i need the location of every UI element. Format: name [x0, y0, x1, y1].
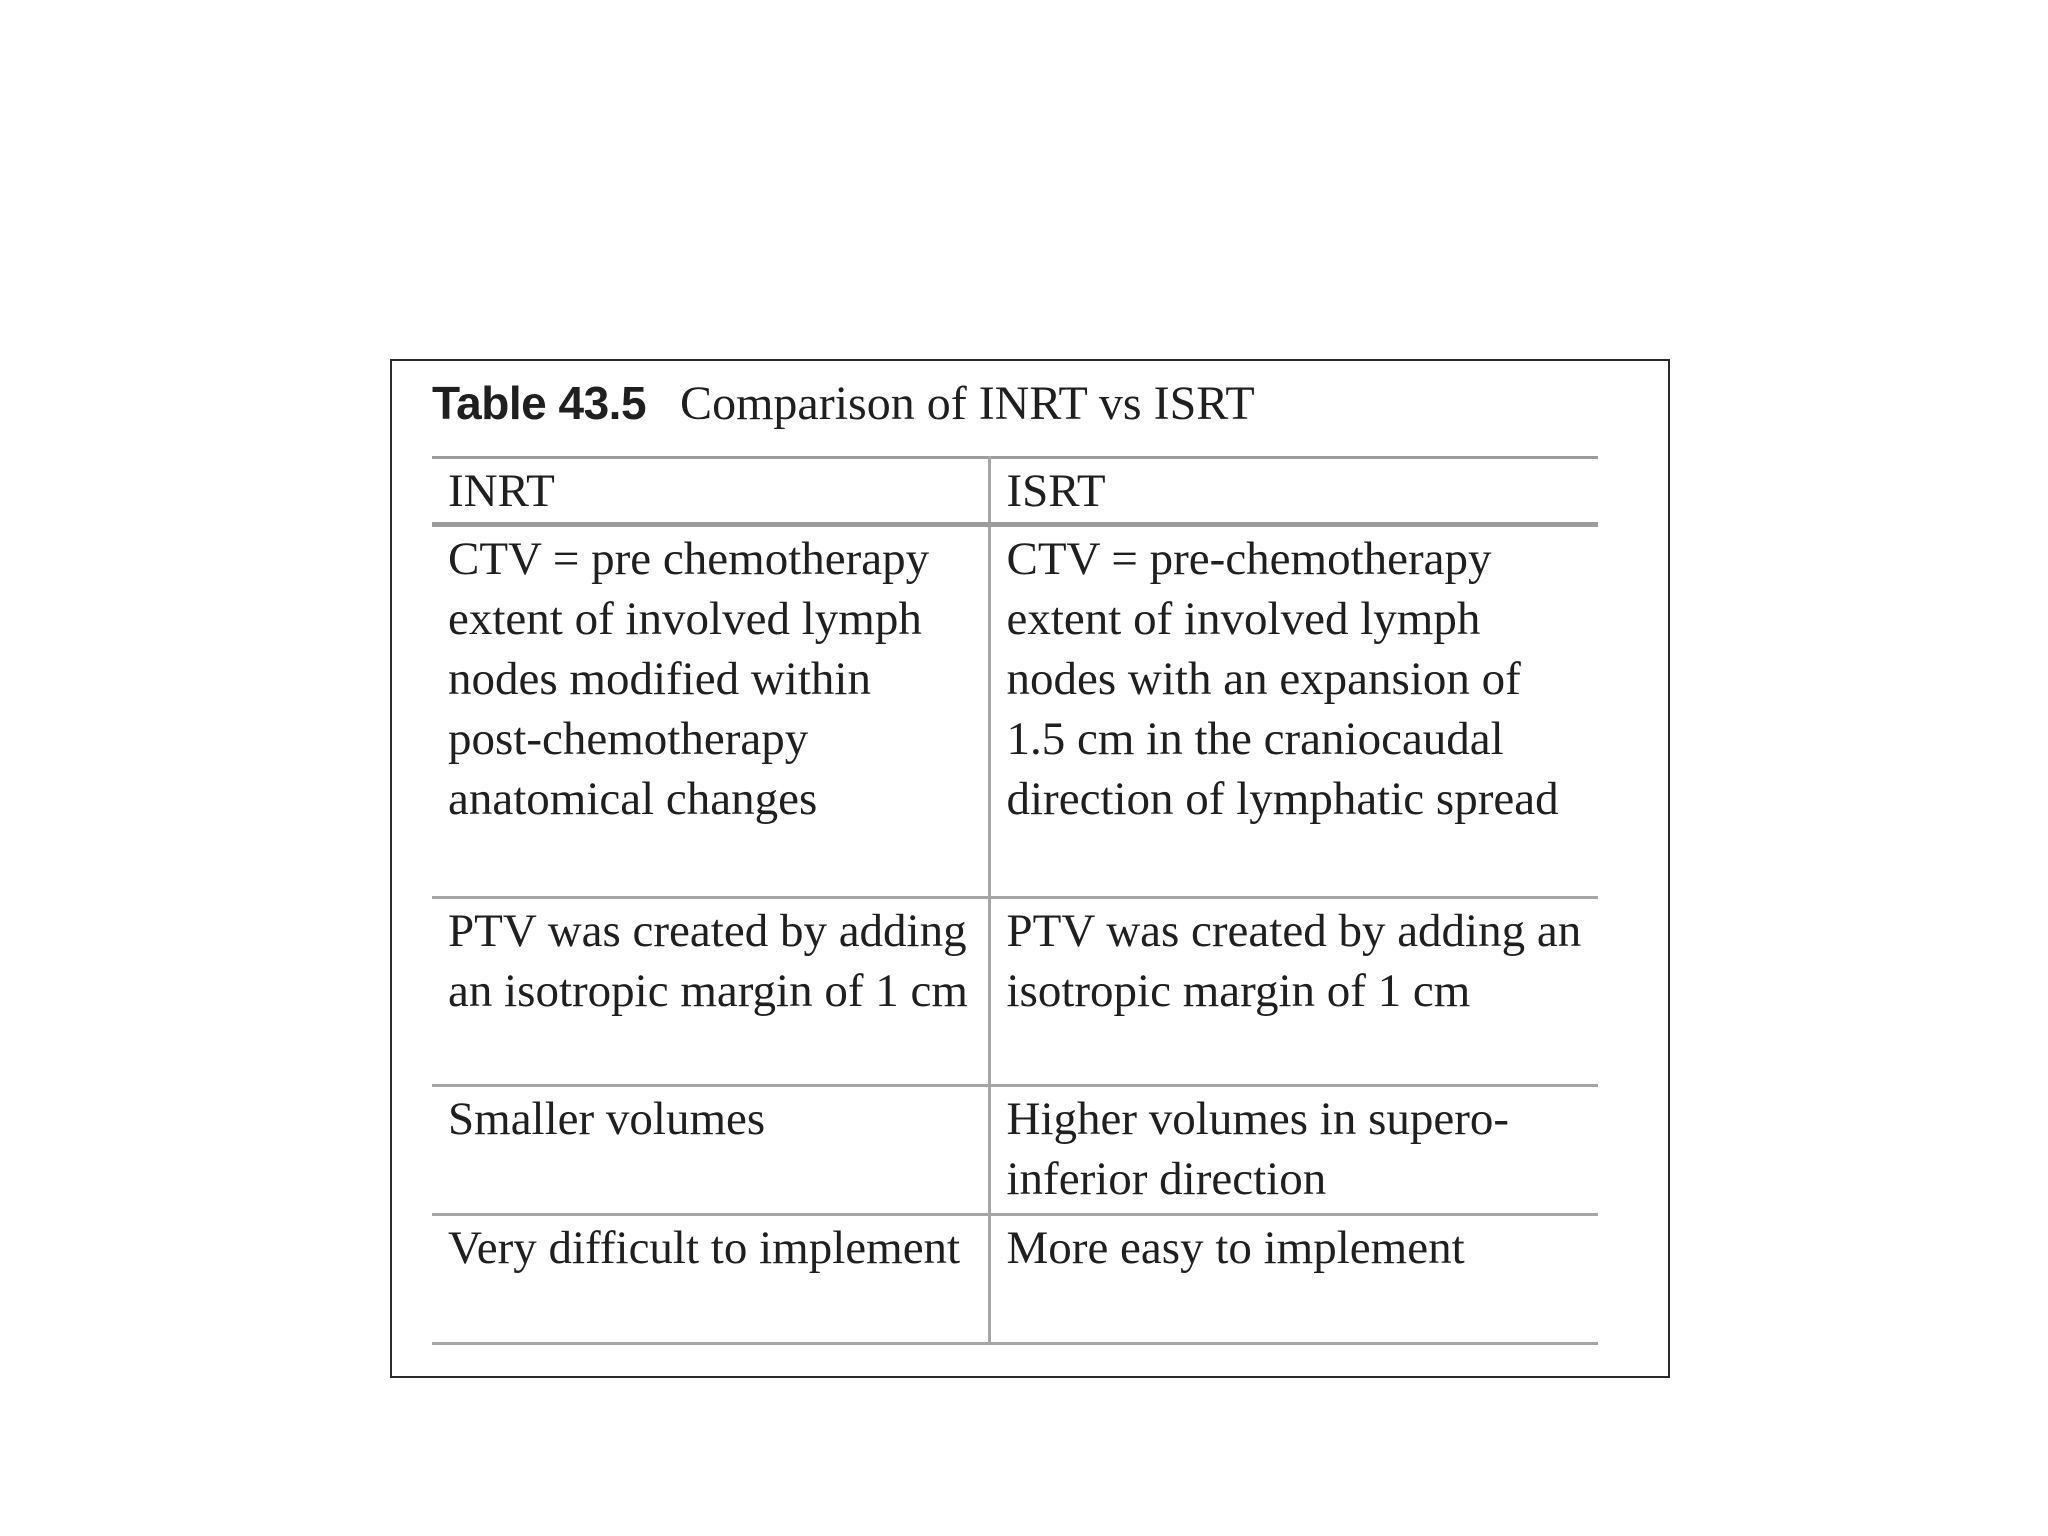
table-row	[432, 1086, 1598, 1215]
table-number: Table 43.5	[432, 377, 647, 429]
cell-isrt-volumes: Higher volumes in supero-inferior direction	[989, 1086, 1598, 1215]
cell-inrt-ptv: PTV was created by adding an isotropic margin of 1 cm	[432, 898, 989, 1086]
table-title: Comparison of INRT vs ISRT	[680, 377, 1255, 430]
cell-inrt-volumes: Smaller volumes	[432, 1086, 989, 1215]
comparison-table	[432, 456, 1598, 1345]
cell-isrt-ptv: PTV was created by adding an isotropic margin of 1 cm	[989, 898, 1598, 1086]
header-row	[432, 458, 1598, 525]
table-caption	[432, 375, 1255, 433]
header-isrt: ISRT	[989, 458, 1598, 525]
table-frame	[390, 359, 1670, 1378]
cell-inrt-implementation: Very difficult to implement	[432, 1215, 989, 1344]
header-inrt: INRT	[432, 458, 989, 525]
cell-inrt-ctv: CTV = pre chemotherapy extent of involved lymph nodes modified within post-chemotherapy anatomical changes	[432, 525, 989, 898]
cell-isrt-implementation: More easy to implement	[989, 1215, 1598, 1344]
cell-isrt-ctv: CTV = pre-chemotherapy extent of involved lymph nodes with an expansion of 1.5 cm in the craniocaudal direction of lymphatic spread	[989, 525, 1598, 898]
table-row	[432, 898, 1598, 1086]
table-row	[432, 525, 1598, 898]
table-row	[432, 1215, 1598, 1344]
